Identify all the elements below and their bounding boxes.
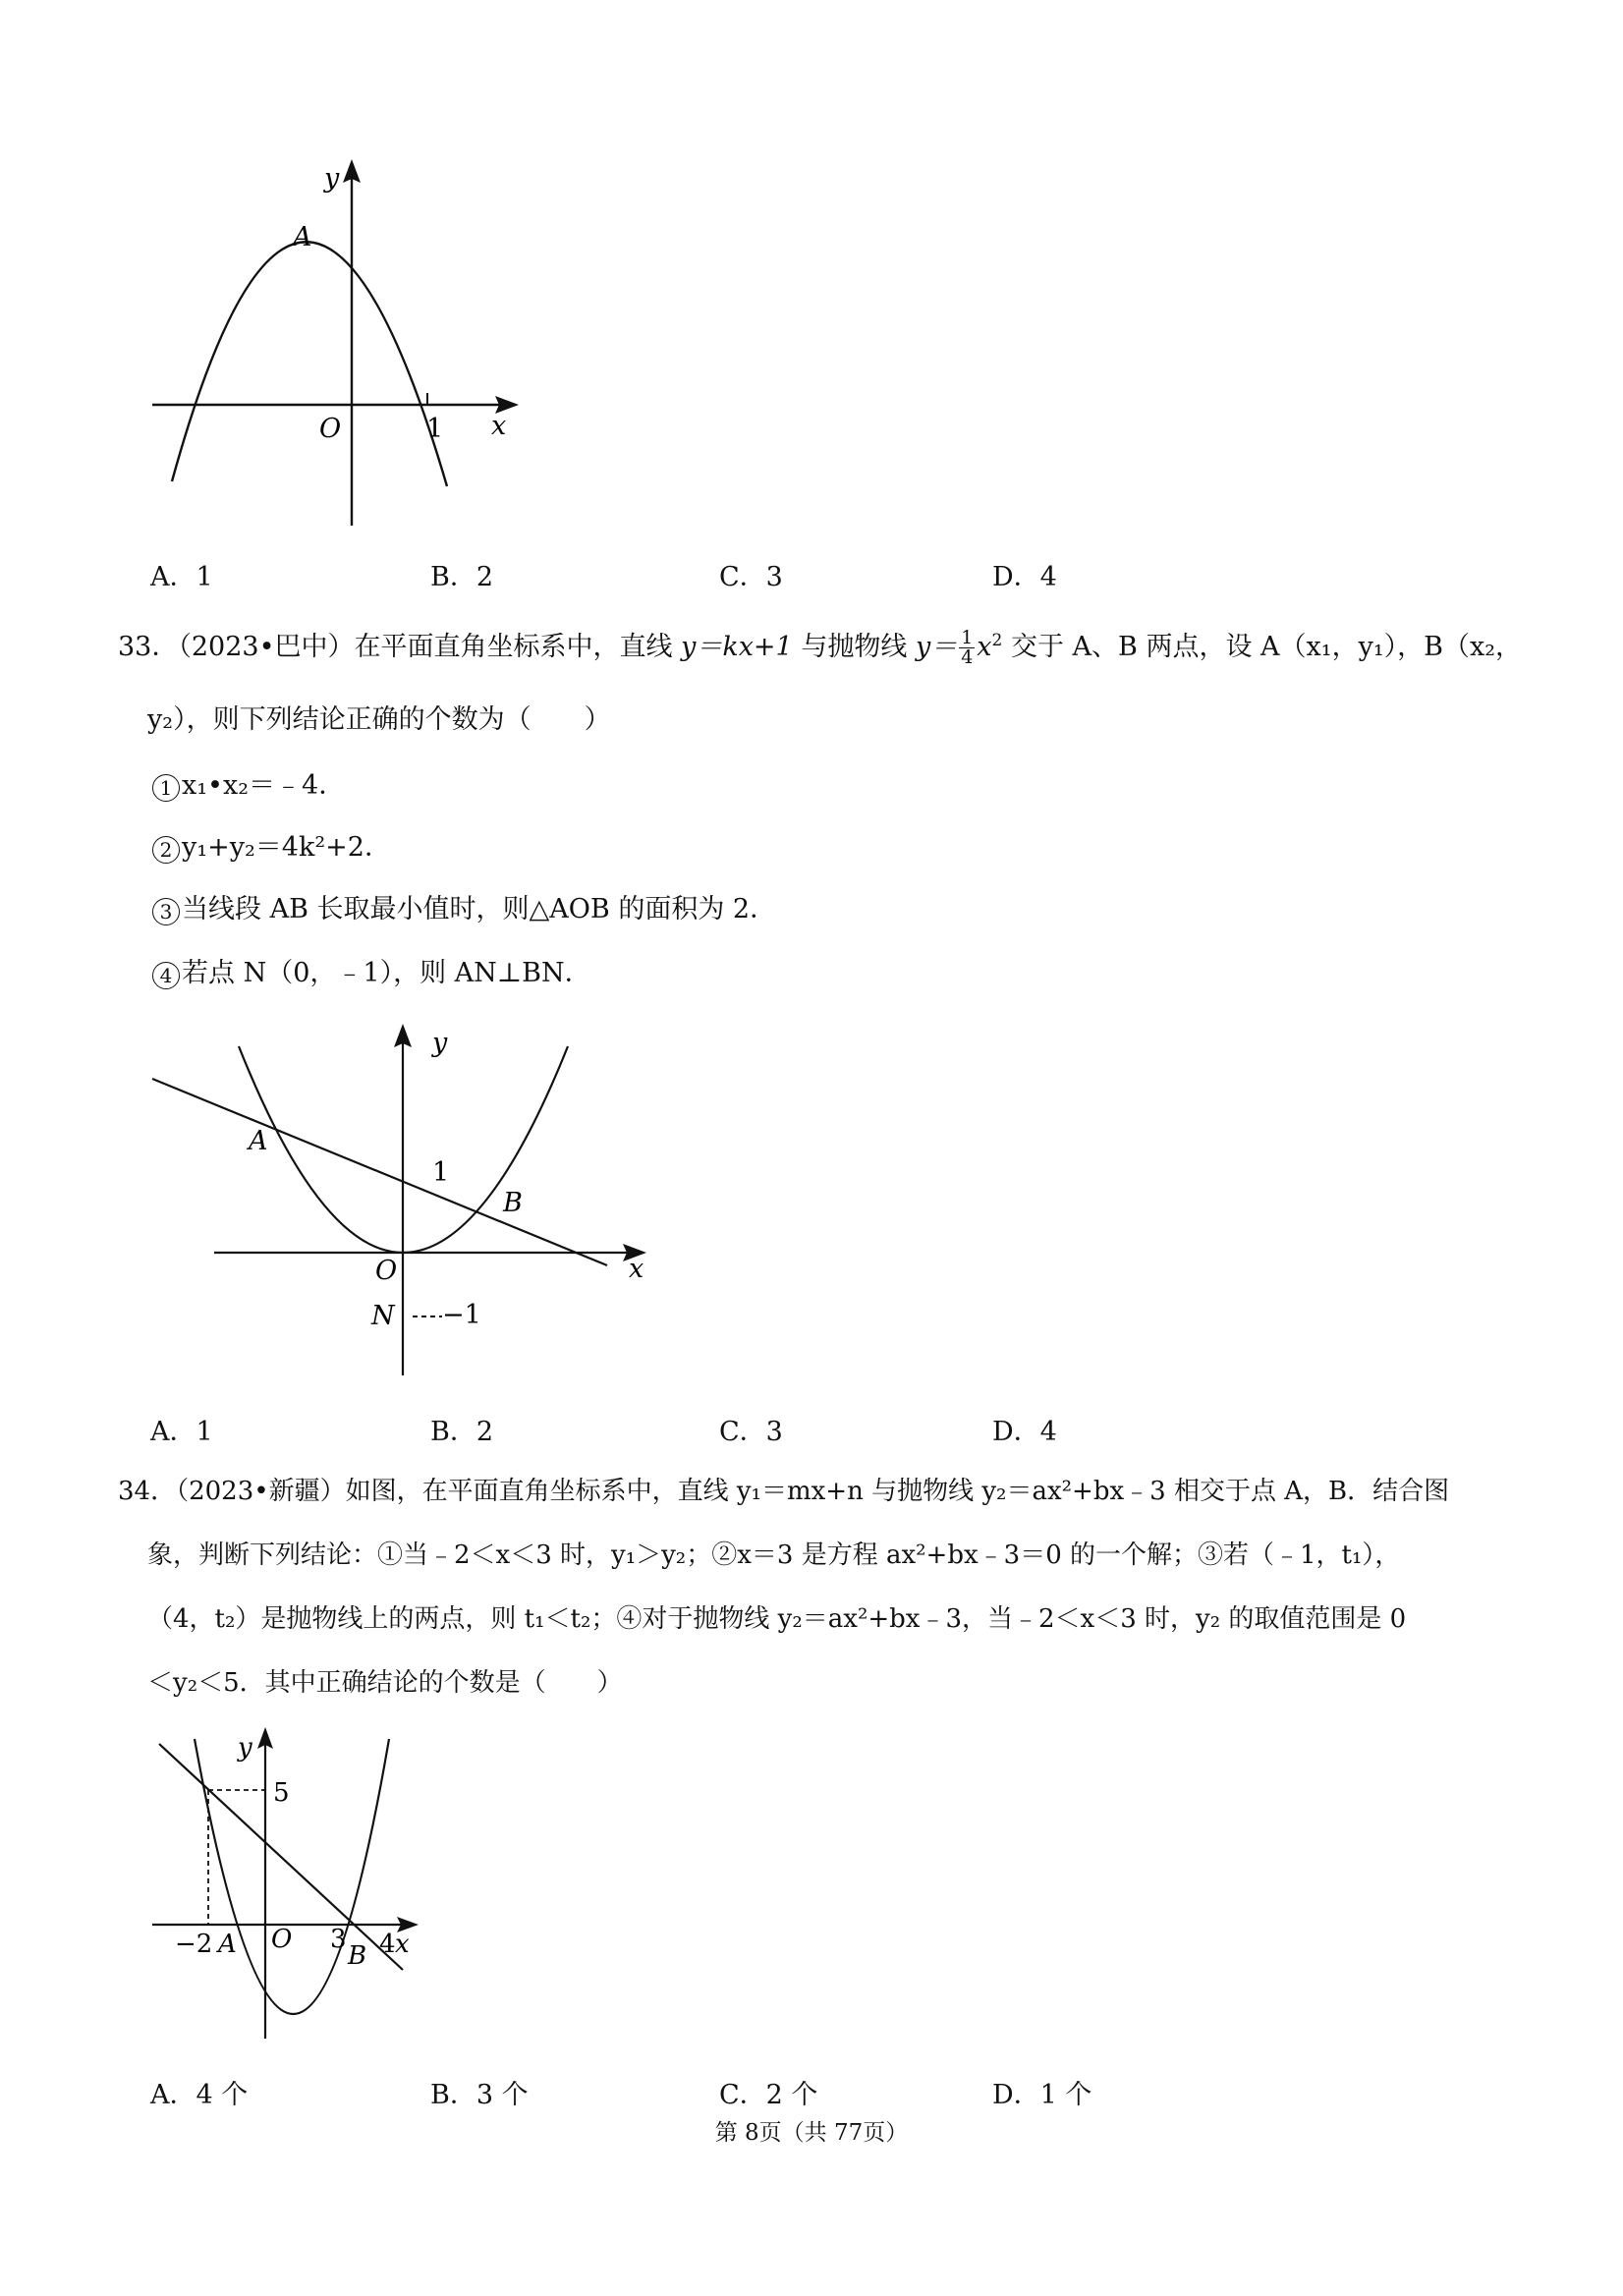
q34-four-label: 4 (379, 1930, 396, 1959)
q34-point-a-label: A (218, 1930, 237, 1959)
q33-x-label: x (629, 1254, 644, 1284)
q33-parabola-y: y＝ (915, 632, 958, 662)
q32-figure (147, 147, 531, 531)
q33-neg-one-label: −1 (442, 1300, 481, 1330)
q33-y-label: y (432, 1028, 448, 1058)
q34-option-d[interactable]: D．1 个 (992, 2080, 1092, 2110)
q32-option-a[interactable]: A．1 (150, 562, 213, 592)
q33-fraction (959, 629, 975, 667)
q33-circle-1: 1 (152, 774, 180, 802)
q33-stem-tail: 交于 A、B 两点，设 A（x₁，y₁），B（x₂， (1010, 632, 1523, 662)
q33-option-a[interactable]: A．1 (150, 1417, 213, 1447)
q33-figure (147, 1012, 658, 1385)
q32-option-c[interactable]: C．3 (719, 562, 783, 592)
q34-y-label: y (238, 1733, 252, 1763)
q33-stem-prefix: 33．（2023•巴中）在平面直角坐标系中，直线 (118, 632, 673, 662)
q32-option-d[interactable]: D．4 (992, 562, 1057, 592)
q33-frac-num: 1 (961, 627, 974, 648)
q33-statement-1 (152, 772, 345, 802)
q33-stem-mid: 与抛物线 (801, 632, 908, 662)
q33-stem-line1: 33．（2023•巴中）在平面直角坐标系中，直线 y＝kx+1 与抛物线 y＝ $\frac{1}{4}$ $x^2$ 交于 A、B 两点，设 A（x₁，y₁），B（x₂， (118, 627, 1523, 668)
q33-circle-2: 2 (152, 836, 180, 864)
q34-stem-line2: 象，判断下列结论：①当﹣2＜x＜3 时，y₁＞y₂；②x＝3 是方程 ax²+bx﹣3＝0 的一个解；③若（﹣1，t₁）， (147, 1540, 1401, 1570)
q33-option-c[interactable]: C．3 (719, 1417, 783, 1447)
q34-five-label: 5 (273, 1778, 290, 1808)
page-footer: 第 8页（共 77页） (714, 2120, 909, 2146)
q33-point-a-label: A (249, 1126, 268, 1156)
q33-frac-den: 4 (961, 646, 974, 668)
q33-origin-label: O (375, 1256, 398, 1286)
q33-circle-3: 3 (152, 898, 180, 925)
q33-point-b-label: B (503, 1188, 523, 1218)
q34-three-label: 3 (330, 1925, 347, 1954)
q32-point-a-label: A (293, 222, 312, 252)
q34-neg-two-label: −2 (175, 1930, 213, 1959)
q33-statement-3 (152, 896, 776, 925)
q33-statement-1-text: x₁•x₂＝﹣4． (182, 770, 346, 801)
q34-stem-line1: 34．（2023•新疆）如图，在平面直角坐标系中，直线 y₁＝mx+n 与抛物线 y₂＝ax²+bx﹣3 相交于点 A，B．结合图 (118, 1477, 1450, 1506)
q33-stem-line2: y₂），则下列结论正确的个数为（ ） (147, 704, 611, 735)
q33-statement-3-text: 当线段 AB 长取最小值时，则△AOB 的面积为 2． (182, 894, 777, 924)
q32-y-label: y (324, 163, 340, 194)
q33-statement-4 (152, 960, 591, 989)
q33-point-n-label: N (371, 1301, 395, 1331)
q34-option-a[interactable]: A．4 个 (150, 2080, 249, 2110)
q33-line-equation: y＝kx+1 (681, 632, 793, 662)
q32-one-label: 1 (426, 414, 444, 444)
q33-one-label: 1 (432, 1157, 450, 1188)
q32-option-b[interactable]: B．2 (430, 562, 494, 592)
q34-option-b[interactable]: B．3 个 (430, 2080, 529, 2110)
q33-statement-2-text: y₁+y₂＝4k²+2． (182, 832, 391, 863)
q32-origin-label: O (319, 414, 342, 444)
q34-point-b-label: B (348, 1941, 367, 1971)
q32-x-label: x (491, 411, 507, 441)
q34-figure (147, 1724, 442, 2053)
q34-option-c[interactable]: C．2 个 (719, 2080, 818, 2110)
q33-option-b[interactable]: B．2 (430, 1417, 494, 1447)
q33-circle-4: 4 (152, 962, 180, 989)
q33-statement-2 (152, 834, 391, 864)
q34-stem-line4: ＜y₂＜5．其中正确结论的个数是（ ） (147, 1668, 623, 1698)
q34-stem-line3: （4，t₂）是抛物线上的两点，则 t₁＜t₂；④对于抛物线 y₂＝ax²+bx﹣3，当﹣2＜x＜3 时，y₂ 的取值范围是 0 (147, 1604, 1407, 1634)
q33-statement-4-text: 若点 N（0，﹣1），则 AN⊥BN． (182, 958, 591, 988)
q34-origin-label: O (271, 1925, 293, 1954)
q34-x-label: x (395, 1930, 410, 1959)
q33-option-d[interactable]: D．4 (992, 1417, 1057, 1447)
